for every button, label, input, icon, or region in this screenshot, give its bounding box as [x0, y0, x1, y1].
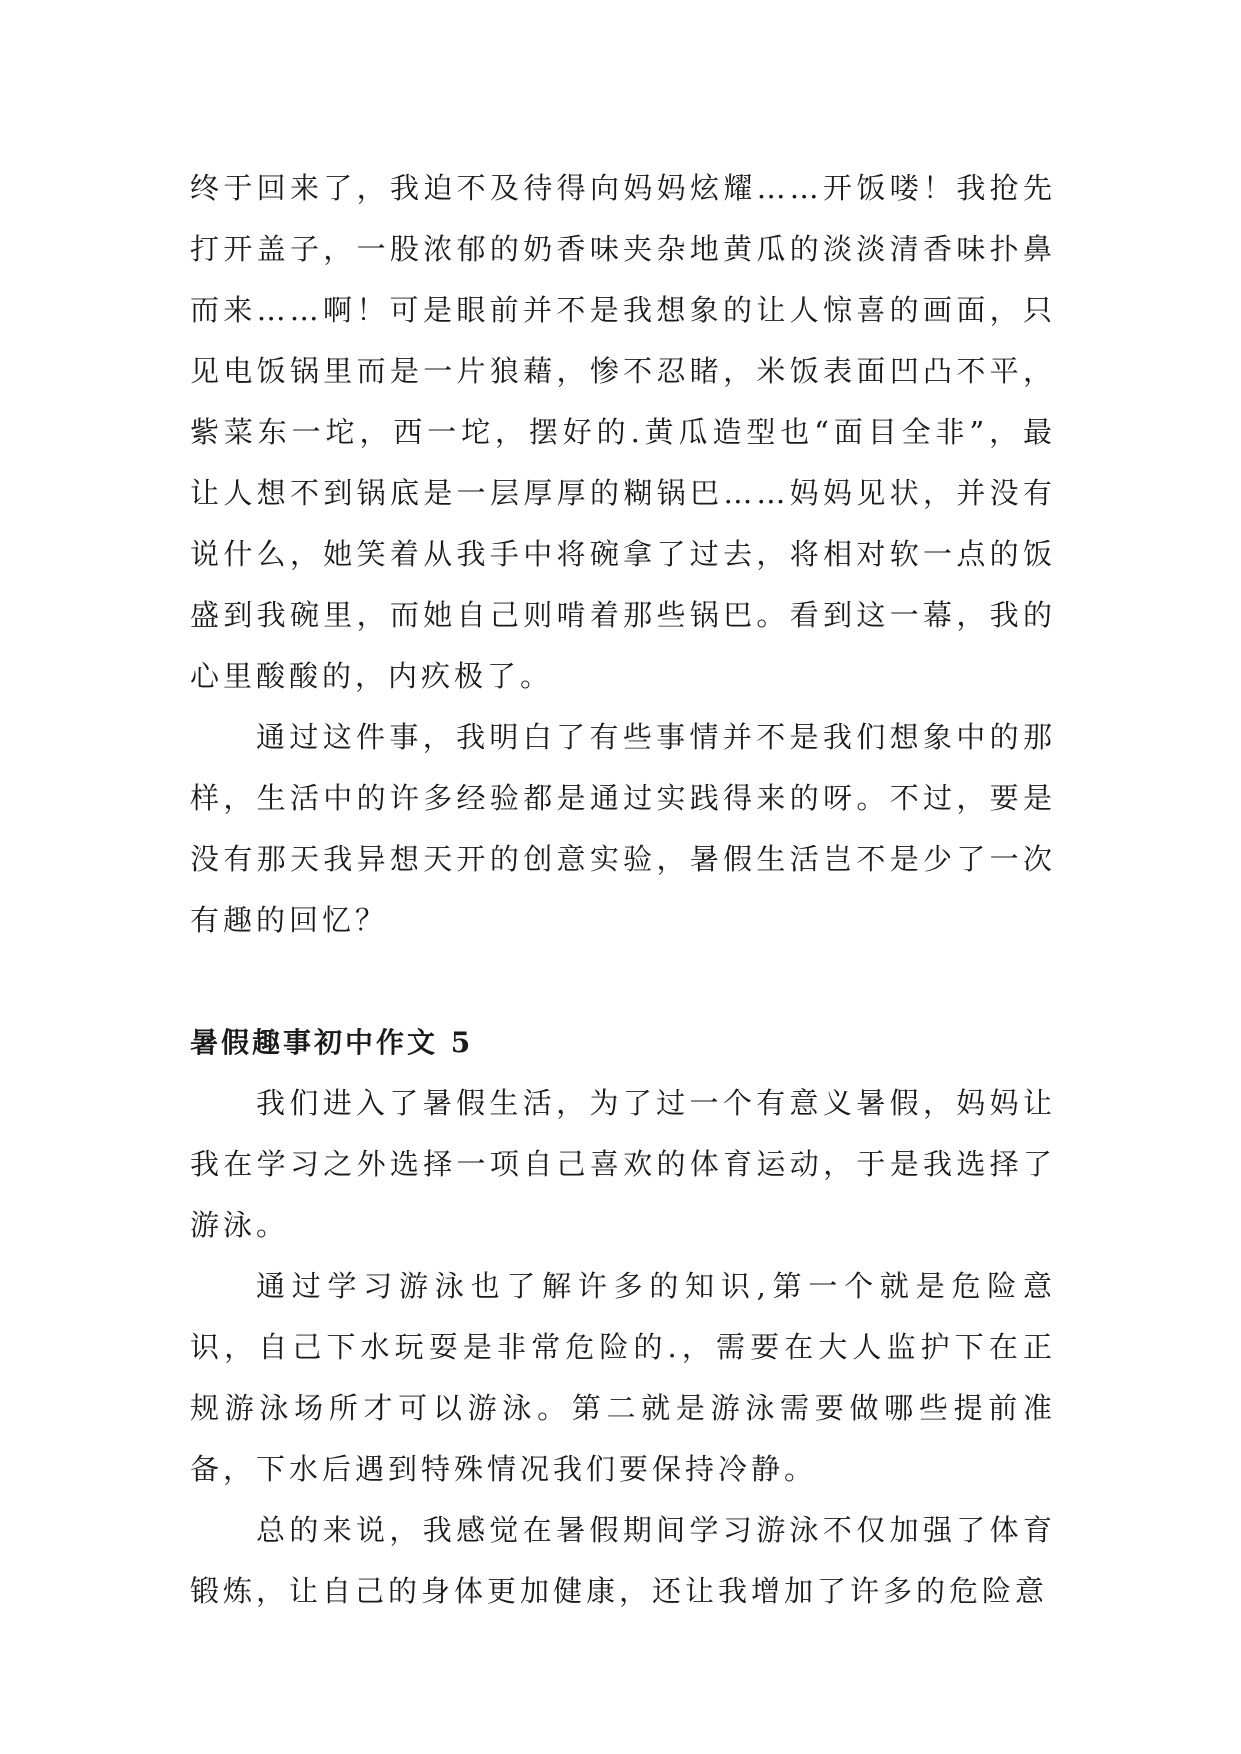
document-body: [190, 158, 1056, 1622]
section-title: 暑假趣事初中作文 5: [190, 1026, 474, 1059]
paragraph-summary: 总的来说，我感觉在暑假期间学习游泳不仅加强了体育锻炼，让自己的身体更加健康，还让我增加了许多的危险意: [190, 1513, 1056, 1608]
paragraph-choose-swimming: 我们进入了暑假生活，为了过一个有意义暑假，妈妈让我在学习之外选择一项自己喜欢的体育运动，于是我选择了游泳。: [190, 1086, 1056, 1242]
paragraph-lesson-learned: 通过这件事，我明白了有些事情并不是我们想象中的那样，生活中的许多经验都是通过实践得来的呀。不过，要是没有那天我异想天开的创意实验，暑假生活岂不是少了一次有趣的回忆？: [190, 720, 1056, 937]
paragraph-swimming-knowledge: 通过学习游泳也了解许多的知识,第一个就是危险意识，自己下水玩耍是非常危险的.，需要在大人监护下在正规游泳场所才可以游泳。第二就是游泳需要做哪些提前准备，下水后遇到特殊情况我们要保持冷静。: [190, 1269, 1056, 1486]
paragraph-meal-reveal: 终于回来了，我迫不及待得向妈妈炫耀……开饭喽！我抢先打开盖子，一股浓郁的奶香味夹杂地黄瓜的淡淡清香味扑鼻而来……啊！可是眼前并不是我想象的让人惊喜的画面，只见电饭锅里而是一片狼藉，惨不忍睹，米饭表面凹凸不平，紫菜东一坨，西一坨，摆好的.黄瓜造型也“面目全非”，最让人想不到锅底是一层厚厚的糊锅巴……妈妈见状，并没有说什么，她笑着从我手中将碗拿了过去，将相对软一点的饭盛到我碗里，而她自己则啃着那些锅巴。看到这一幕，我的心里酸酸的，内疚极了。: [190, 171, 1056, 693]
